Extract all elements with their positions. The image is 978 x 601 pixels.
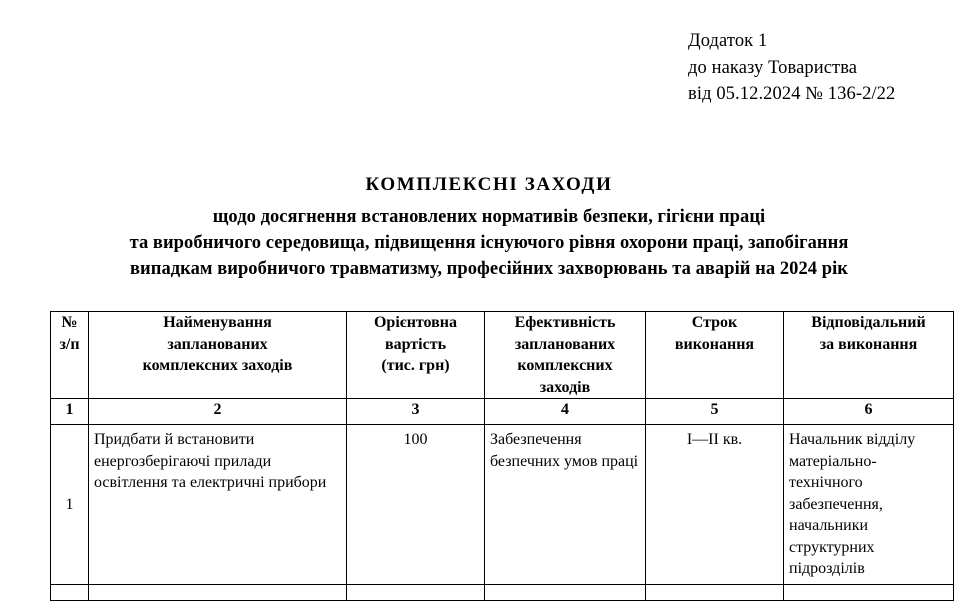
column-header-effectiveness-line-4: заходів bbox=[539, 378, 591, 396]
column-header-effectiveness-line-3: комплексних bbox=[517, 357, 613, 374]
column-header-number-line-2: з/п bbox=[59, 335, 80, 353]
column-header-term-line-2: виконання bbox=[674, 335, 755, 353]
table-row bbox=[51, 425, 954, 585]
column-header-name-line-2: запланованих bbox=[167, 335, 268, 353]
column-header-effectiveness bbox=[485, 312, 646, 399]
table-header bbox=[51, 312, 954, 399]
document-subtitle-line-3: випадкам виробничого травматизму, професійних захворювань та аварій на 2024 рік bbox=[130, 259, 848, 279]
column-header-number-line-1: № bbox=[61, 314, 78, 331]
row-responsible: Начальник відділу матеріально-технічного забезпечення, начальники структурних підрозділів bbox=[784, 425, 954, 585]
row-partial-cell-5 bbox=[646, 585, 784, 601]
column-header-cost-line-2: вартість bbox=[384, 335, 447, 353]
column-number-5: 5 bbox=[646, 399, 784, 425]
row-partial-cell-1 bbox=[51, 585, 89, 601]
document-subtitle-line-2: та виробничого середовища, підвищення існуючого рівня охорони праці, запобігання bbox=[129, 233, 849, 253]
column-number-3: 3 bbox=[347, 399, 485, 425]
column-header-cost-line-1: Орієнтовна bbox=[373, 314, 458, 331]
document-title-block bbox=[0, 172, 978, 282]
document-subtitle-line-1: щодо досягнення встановлених нормативів безпеки, гігієни праці bbox=[212, 207, 766, 227]
row-partial-cell-2 bbox=[89, 585, 347, 601]
column-number-6: 6 bbox=[784, 399, 954, 425]
column-header-effectiveness-line-1: Ефективність bbox=[514, 314, 616, 331]
row-partial-cell-4 bbox=[485, 585, 646, 601]
document-reference-line-3: від 05.12.2024 № 136-2/22 bbox=[688, 84, 896, 104]
table-header-row bbox=[51, 312, 954, 399]
column-number-4: 4 bbox=[485, 399, 646, 425]
table-body bbox=[51, 425, 954, 601]
column-number-1: 1 bbox=[51, 399, 89, 425]
document-reference-block bbox=[688, 28, 968, 108]
document-reference-line-2: до наказу Товариства bbox=[688, 57, 858, 78]
row-index: 1 bbox=[51, 425, 89, 585]
column-header-effectiveness-line-2: запланованих bbox=[514, 335, 616, 353]
column-header-term bbox=[646, 312, 784, 399]
column-header-number bbox=[51, 312, 89, 399]
row-effectiveness: Забезпечення безпечних умов праці bbox=[485, 425, 646, 585]
column-number-2: 2 bbox=[89, 399, 347, 425]
column-header-term-line-1: Строк bbox=[691, 314, 738, 331]
table-column-number-row-group bbox=[51, 399, 954, 425]
column-header-responsible bbox=[784, 312, 954, 399]
column-header-responsible-line-1: Відповідальний bbox=[811, 314, 926, 331]
row-cost: 100 bbox=[347, 425, 485, 585]
row-measure-name: Придбати й встановити енергозберігаючі прилади освітлення та електричні прибори bbox=[89, 425, 347, 585]
column-header-responsible-line-2: за виконання bbox=[819, 335, 918, 353]
column-header-name-line-1: Найменування bbox=[163, 314, 272, 331]
measures-table bbox=[50, 311, 954, 601]
column-header-cost bbox=[347, 312, 485, 399]
column-header-name-line-3: комплексних заходів bbox=[142, 357, 293, 374]
row-partial-cell-3 bbox=[347, 585, 485, 601]
document-reference-line-1: Додаток 1 bbox=[688, 31, 768, 51]
row-partial-cell-6 bbox=[784, 585, 954, 601]
table-column-number-row bbox=[51, 399, 954, 425]
column-header-name bbox=[89, 312, 347, 399]
row-term: I—II кв. bbox=[646, 425, 784, 585]
table-row-partial bbox=[51, 585, 954, 601]
page-title: КОМПЛЕКСНІ ЗАХОДИ bbox=[365, 174, 613, 195]
column-header-cost-line-3: (тис. грн) bbox=[381, 357, 450, 374]
